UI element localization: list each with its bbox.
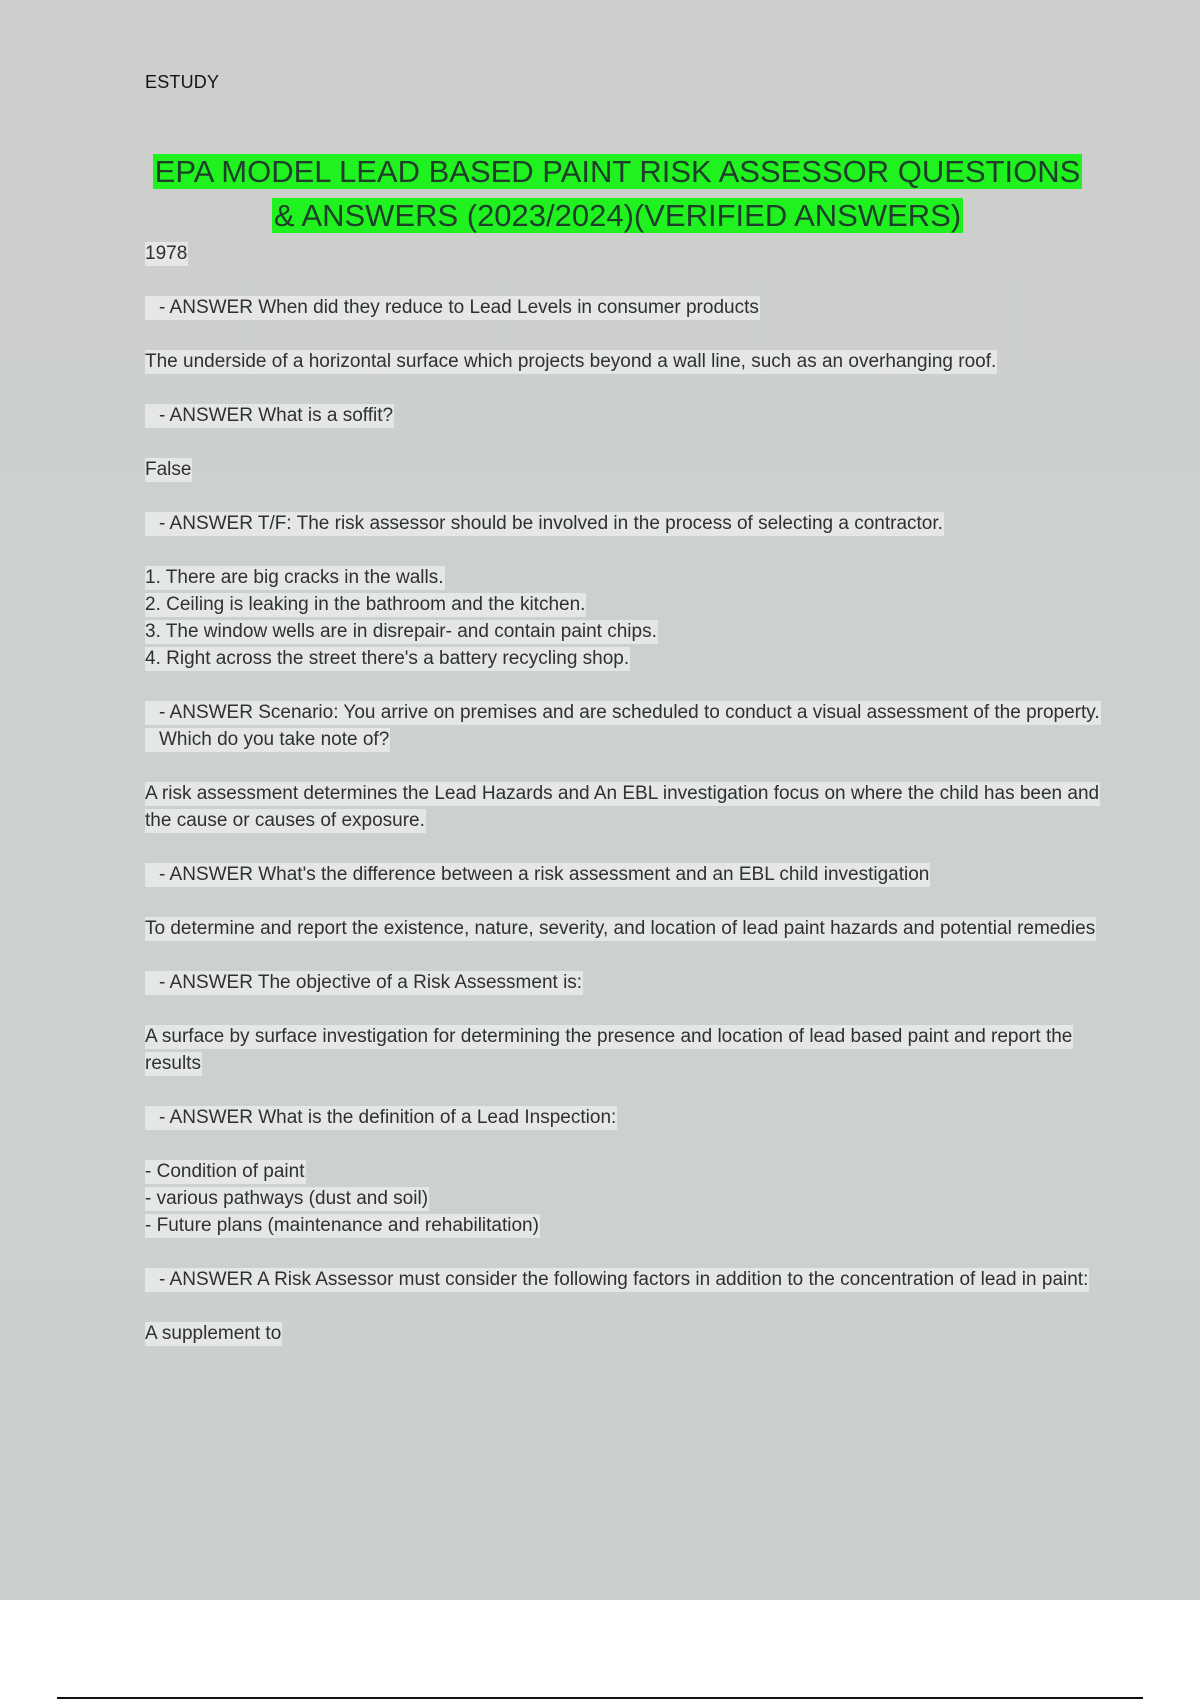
body-text: - various pathways (dust and soil) [145,1188,429,1209]
text-line [145,1158,1100,1185]
footer-rule [57,1697,1143,1699]
body-text: The underside of a horizontal surface which projects beyond a wall line, such as an overhanging roof. [145,351,997,372]
text-line [145,861,1100,888]
answer-block [145,1104,1100,1131]
text-line [145,1266,1100,1293]
answer-block [145,402,1100,429]
answer-text: - ANSWER What is the definition of a Lead Inspection: [145,1106,617,1130]
body-text: A surface by surface investigation for determining the presence and location of lead based paint and report the results [145,1026,1073,1074]
text-line [145,1320,1100,1347]
text-line [145,564,1100,591]
text-line [145,915,1100,942]
text-line [145,618,1100,645]
text-line [145,510,1100,537]
answer-text: - ANSWER Scenario: You arrive on premises and are scheduled to conduct a visual assessment of the property. Which do you take note of? [145,701,1101,752]
text-line [145,969,1100,996]
body-text: 1978 [145,243,188,264]
body-text: 2. Ceiling is leaking in the bathroom and the kitchen. [145,594,586,615]
answer-block [145,294,1100,321]
answer-block [145,861,1100,888]
text-block [145,348,1100,375]
header-label: ESTUDY [145,72,220,92]
text-block [145,1158,1100,1239]
answer-block [145,510,1100,537]
qa-content [145,240,1100,1374]
body-text: A supplement to [145,1323,282,1344]
document-title-text: EPA MODEL LEAD BASED PAINT RISK ASSESSOR QUESTIONS & ANSWERS (2023/2024)(VERIFIED ANSWERS) [154,154,1081,233]
text-block [145,456,1100,483]
text-line [145,1212,1100,1239]
text-block [145,564,1100,672]
text-block [145,1023,1100,1077]
answer-text: - ANSWER What's the difference between a risk assessment and an EBL child investigation [145,863,930,887]
answer-text: - ANSWER What is a soffit? [145,404,394,428]
text-line [145,591,1100,618]
text-block [145,780,1100,834]
text-line [145,240,1100,267]
body-text: - Condition of paint [145,1161,305,1182]
body-text: False [145,459,192,480]
text-block [145,240,1100,267]
answer-text: - ANSWER When did they reduce to Lead Levels in consumer products [145,296,760,320]
text-line [145,294,1100,321]
body-text: To determine and report the existence, nature, severity, and location of lead paint hazards and potential remedies [145,918,1096,939]
answer-text: - ANSWER The objective of a Risk Assessment is: [145,971,583,995]
text-block [145,915,1100,942]
text-line [145,645,1100,672]
document-title [145,150,1090,238]
text-line [145,348,1100,375]
text-line [145,402,1100,429]
body-text: 4. Right across the street there's a battery recycling shop. [145,648,630,669]
text-line [145,1104,1100,1131]
text-block [145,1320,1100,1347]
text-line [145,1185,1100,1212]
answer-block [145,699,1100,753]
answer-block [145,1266,1100,1293]
body-text: 1. There are big cracks in the walls. [145,567,444,588]
body-text: 3. The window wells are in disrepair- and contain paint chips. [145,621,657,642]
text-line [145,780,1100,834]
body-text: - Future plans (maintenance and rehabilitation) [145,1215,539,1236]
body-text: A risk assessment determines the Lead Hazards and An EBL investigation focus on where the child has been and the cause or causes of exposure. [145,783,1100,831]
answer-text: - ANSWER A Risk Assessor must consider the following factors in addition to the concentration of lead in paint: [145,1268,1089,1292]
text-line [145,1023,1100,1077]
answer-text: - ANSWER T/F: The risk assessor should be involved in the process of selecting a contractor. [145,512,944,536]
text-line [145,456,1100,483]
answer-block [145,969,1100,996]
text-line [145,699,1100,753]
